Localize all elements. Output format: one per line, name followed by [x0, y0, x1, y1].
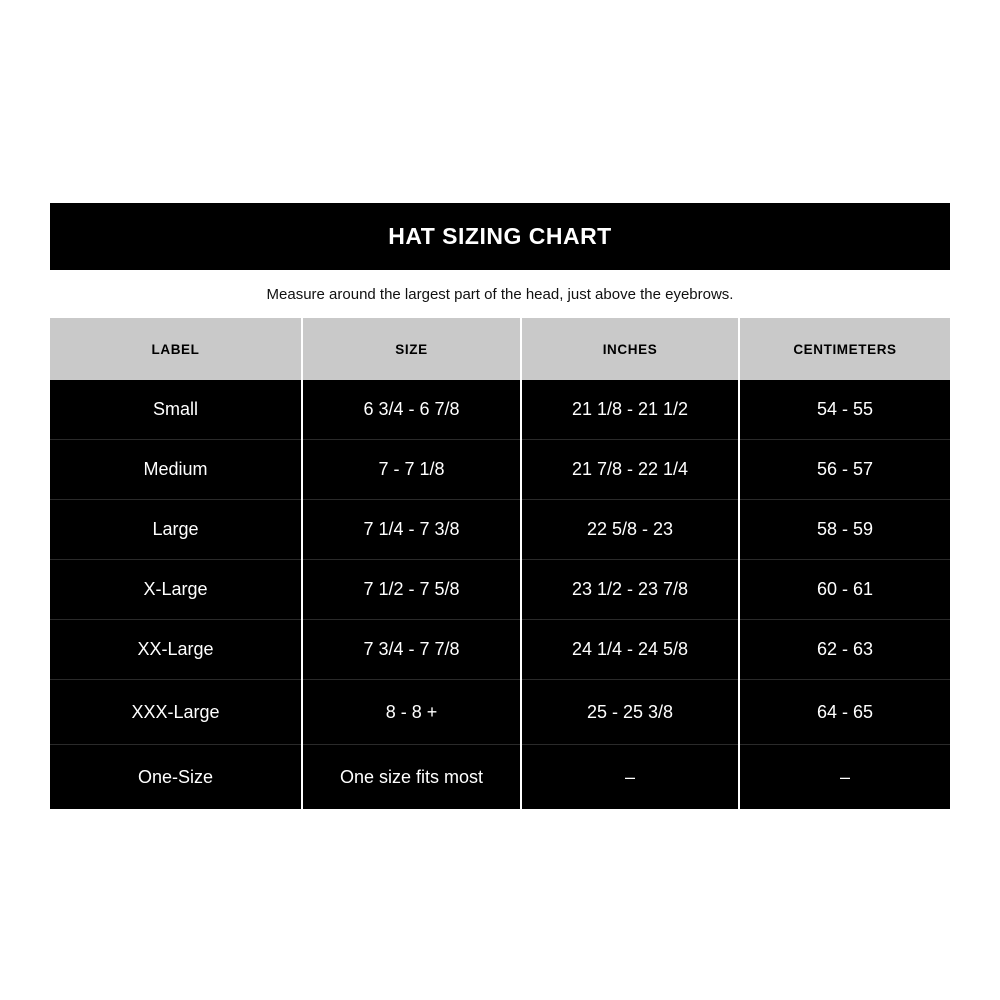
- cell-inches: 21 1/8 - 21 1/2: [521, 380, 739, 440]
- table-header-row: [50, 318, 950, 380]
- table-row: [50, 500, 950, 560]
- table-header: [50, 318, 950, 380]
- table-row: [50, 745, 950, 810]
- cell-centimeters: 58 - 59: [739, 500, 950, 560]
- page-title: HAT SIZING CHART: [388, 223, 612, 249]
- cell-inches: 25 - 25 3/8: [521, 680, 739, 745]
- cell-size: 8 - 8 +: [302, 680, 521, 745]
- table-row: [50, 560, 950, 620]
- cell-label: One-Size: [50, 745, 302, 810]
- hat-sizing-chart: [50, 203, 950, 809]
- cell-label: Medium: [50, 440, 302, 500]
- cell-inches: –: [521, 745, 739, 810]
- cell-centimeters: 62 - 63: [739, 620, 950, 680]
- cell-size: 7 - 7 1/8: [302, 440, 521, 500]
- column-header-inches: INCHES: [521, 318, 739, 380]
- cell-inches: 24 1/4 - 24 5/8: [521, 620, 739, 680]
- cell-size: 7 1/2 - 7 5/8: [302, 560, 521, 620]
- table-body: [50, 380, 950, 809]
- sizing-table: [50, 318, 950, 809]
- cell-centimeters: –: [739, 745, 950, 810]
- cell-label: XX-Large: [50, 620, 302, 680]
- cell-size: 7 3/4 - 7 7/8: [302, 620, 521, 680]
- cell-inches: 21 7/8 - 22 1/4: [521, 440, 739, 500]
- cell-centimeters: 64 - 65: [739, 680, 950, 745]
- chart-title-bar: [50, 203, 950, 270]
- table-row: [50, 620, 950, 680]
- cell-label: X-Large: [50, 560, 302, 620]
- cell-size: 7 1/4 - 7 3/8: [302, 500, 521, 560]
- cell-label: Small: [50, 380, 302, 440]
- cell-inches: 22 5/8 - 23: [521, 500, 739, 560]
- cell-size: 6 3/4 - 6 7/8: [302, 380, 521, 440]
- column-header-size: SIZE: [302, 318, 521, 380]
- cell-label: XXX-Large: [50, 680, 302, 745]
- column-header-centimeters: CENTIMETERS: [739, 318, 950, 380]
- column-header-label: LABEL: [50, 318, 302, 380]
- table-row: [50, 680, 950, 745]
- table-row: [50, 440, 950, 500]
- cell-size: One size fits most: [302, 745, 521, 810]
- cell-centimeters: 54 - 55: [739, 380, 950, 440]
- cell-inches: 23 1/2 - 23 7/8: [521, 560, 739, 620]
- cell-centimeters: 56 - 57: [739, 440, 950, 500]
- table-row: [50, 380, 950, 440]
- cell-centimeters: 60 - 61: [739, 560, 950, 620]
- cell-label: Large: [50, 500, 302, 560]
- chart-subtitle: Measure around the largest part of the head, just above the eyebrows.: [266, 286, 734, 303]
